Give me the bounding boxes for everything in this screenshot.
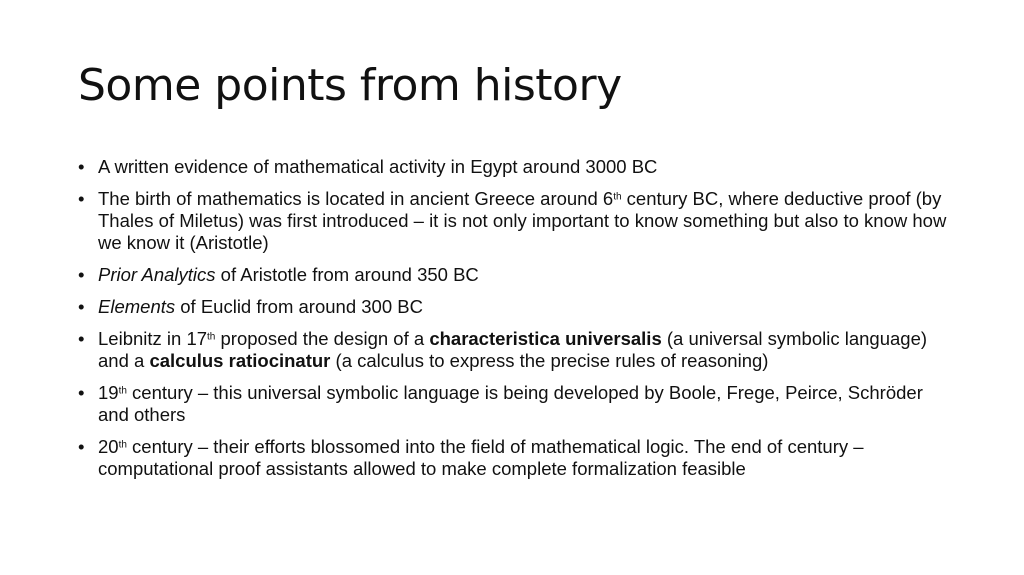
superscript: th bbox=[118, 439, 127, 451]
bullet-item bbox=[78, 328, 958, 372]
bold-term: calculus ratiocinatur bbox=[149, 350, 331, 371]
slide-title: Some points from history bbox=[78, 60, 622, 111]
bullet-item bbox=[78, 156, 958, 178]
bullet-icon: • bbox=[78, 382, 85, 403]
bullet-item bbox=[78, 382, 958, 426]
bullet-item bbox=[78, 436, 958, 480]
bullet-text: Leibnitz in 17 bbox=[98, 328, 208, 349]
bullet-text: century BC, where deductive proof (by Thales of Miletus) was first introduced – it is not only important to know something but also to know how we know it (Aristotle) bbox=[98, 188, 947, 253]
bullet-text: A written evidence of mathematical activity in Egypt around 3000 BC bbox=[98, 156, 658, 177]
bullet-icon: • bbox=[78, 296, 85, 317]
bullet-text: (a universal symbolic language) and a bbox=[98, 328, 928, 371]
bullet-text: The birth of mathematics is located in ancient Greece around 6 bbox=[98, 188, 614, 209]
superscript: th bbox=[613, 191, 622, 203]
bullet-icon: • bbox=[78, 156, 85, 177]
bullet-list bbox=[78, 156, 958, 490]
bullet-text: century – their efforts blossomed into the field of mathematical logic. The end of century – computational proof assistants allowed to make complete formalization feasible bbox=[98, 436, 864, 479]
bullet-text: of Euclid from around 300 BC bbox=[175, 296, 423, 317]
bullet-icon: • bbox=[78, 328, 85, 349]
bullet-item bbox=[78, 264, 958, 286]
bullet-text: (a calculus to express the precise rules of reasoning) bbox=[330, 350, 769, 371]
bullet-text: proposed the design of a bbox=[215, 328, 430, 349]
bullet-icon: • bbox=[78, 188, 85, 209]
bullet-text: 19 bbox=[98, 382, 119, 403]
bullet-text: of Aristotle from around 350 BC bbox=[215, 264, 479, 285]
bullet-icon: • bbox=[78, 436, 85, 457]
book-title: Elements bbox=[98, 296, 176, 317]
bullet-icon: • bbox=[78, 264, 85, 285]
book-title: Prior Analytics bbox=[98, 264, 216, 285]
superscript: th bbox=[207, 331, 216, 343]
bullet-text: 20 bbox=[98, 436, 119, 457]
bullet-item bbox=[78, 296, 958, 318]
bullet-item bbox=[78, 188, 958, 254]
bullet-text: century – this universal symbolic language is being developed by Boole, Frege, Peirce, Schröder and others bbox=[98, 382, 923, 425]
superscript: th bbox=[118, 385, 127, 397]
bold-term: characteristica universalis bbox=[429, 328, 662, 349]
